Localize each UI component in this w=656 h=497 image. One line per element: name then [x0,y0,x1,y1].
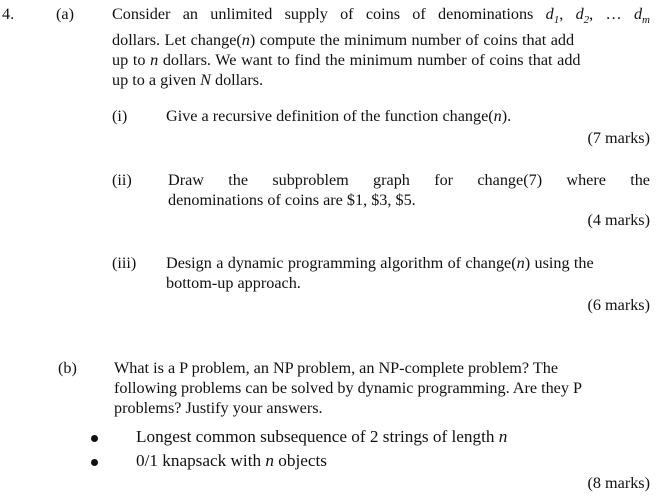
intro-line-2-pre: dollars. Let change( [112,31,242,50]
part-b-text [114,358,650,418]
part-a-intro [112,4,650,90]
sub-iii-marks: (6 marks) [587,296,650,314]
part-b-line-1: What is a P problem, an NP problem, an NP-complete problem? The [114,359,559,377]
bullet-item-1 [136,427,507,447]
part-b-label: (b) [58,359,77,377]
sub-ii-line-1: Draw the subproblem graph for change(7) where the [168,171,650,189]
sub-ii-line-2: denominations of coins are $1, $3, $5. [168,191,416,209]
var-d1: d [545,5,554,23]
bullet-item-2-post: objects [273,451,327,470]
var-n: n [265,451,274,470]
var-n: n [241,31,250,50]
bullet-item-2-text: 0/1 knapsack with [136,451,266,470]
sub-iii-line-1-pre: Design a dynamic programming algorithm of change( [166,254,517,272]
sub-iii-line-2: bottom-up approach. [166,274,301,292]
intro-line-1-text: Consider an unlimited supply of coins of denominations [112,5,546,23]
var-n: n [150,51,159,70]
bullet-dot [91,435,98,442]
var-n: n [493,107,502,125]
intro-line-4 [112,70,650,90]
sub-ii-text [168,170,650,210]
var-d2: d [575,5,584,23]
sub-iii-line-1-post: ) using the [524,254,594,272]
comma-1: , [559,5,576,23]
intro-line-3-post: dollars. We want to find the minimum number of coins that add [158,51,581,70]
question-number: 4. [2,5,15,23]
sub-iii-label: (iii) [112,254,137,272]
sub-ii-marks: (4 marks) [587,211,650,229]
var-N: N [200,71,211,90]
bullet-item-2 [136,451,327,471]
sub-iii-text [166,253,650,293]
part-b-marks: (8 marks) [587,474,650,492]
sub-i-text [166,106,511,126]
comma-2: , … [589,5,634,23]
bullet-dot [91,459,98,466]
intro-line-4-pre: up to a given [112,71,201,90]
intro-line-3 [112,50,650,70]
sub-i-text-post: ). [501,107,512,125]
bullet-item-1-text: Longest common subsequence of 2 strings of length [136,427,499,446]
part-a-label: (a) [56,5,74,23]
intro-line-2-post: ) compute the minimum number of coins that add [249,31,575,50]
sub-i-label: (i) [112,107,128,125]
part-b-line-2: following problems can be solved by dynamic programming. Are they P [114,379,582,397]
var-dm-sub: m [642,14,650,27]
sub-iii-line-1 [166,253,650,273]
var-n: n [498,427,508,446]
intro-line-2 [112,30,650,50]
intro-line-1 [112,4,650,30]
sub-i-marks: (7 marks) [587,129,650,147]
intro-line-3-pre: up to [112,51,151,70]
var-n: n [516,254,525,272]
var-d2-sub: 2 [583,14,590,27]
sub-ii-label: (ii) [112,171,132,189]
intro-line-4-post: dollars. [210,71,264,90]
sub-i-text-pre: Give a recursive definition of the function change( [166,107,494,125]
part-b-line-3: problems? Justify your answers. [114,399,323,417]
var-dm: d [633,5,643,23]
var-d1-sub: 1 [553,14,560,27]
